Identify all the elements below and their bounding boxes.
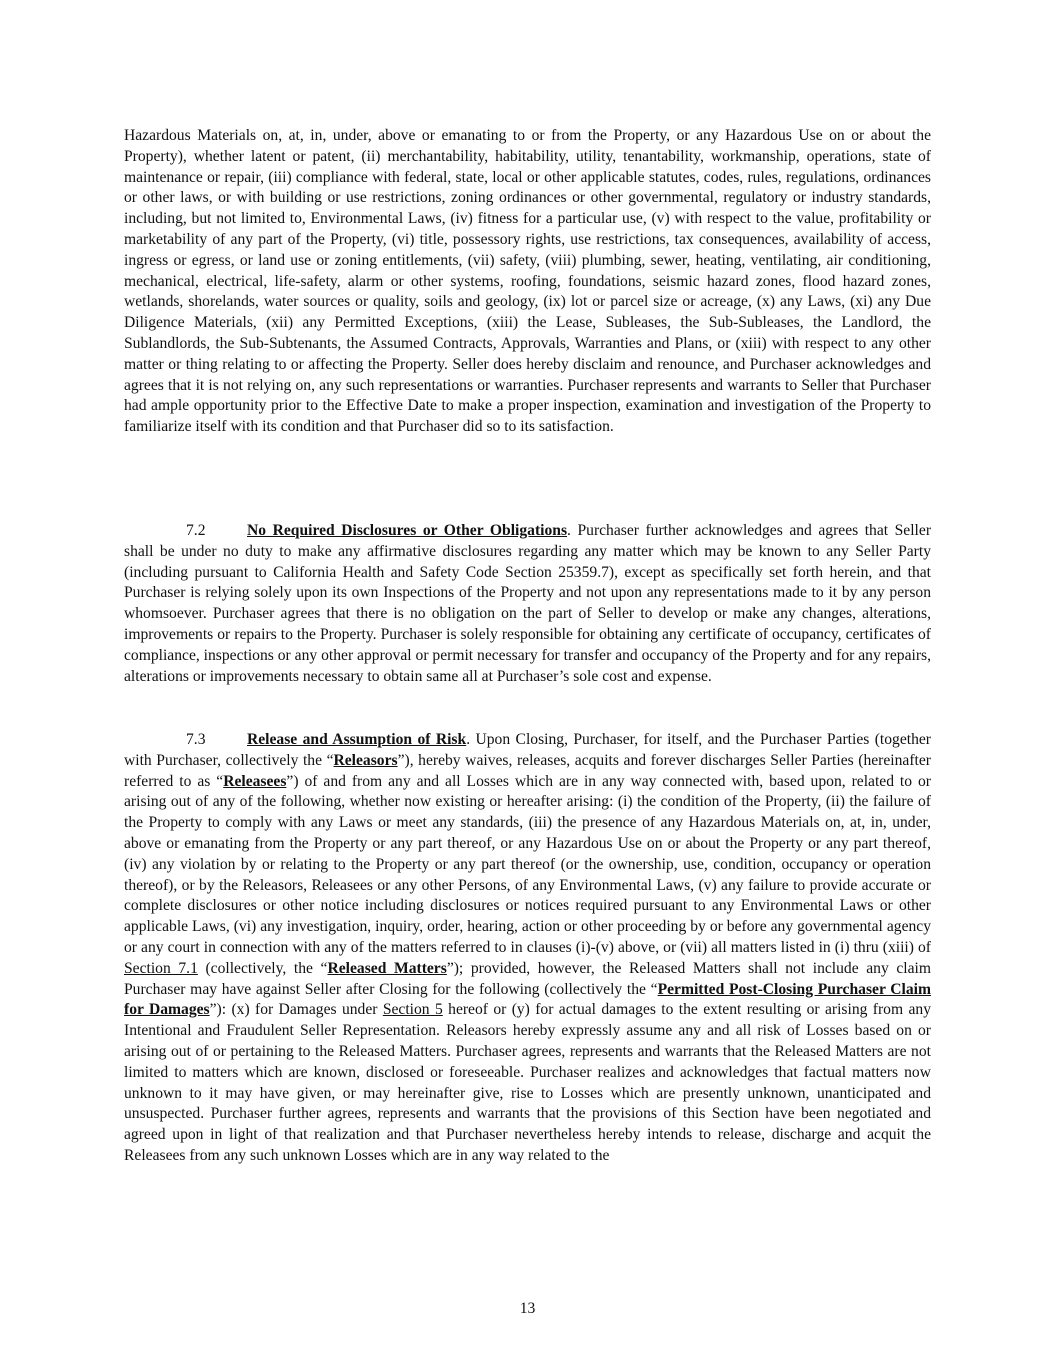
cross-reference-section-7-1: Section 7.1 (124, 959, 198, 977)
defined-term-released-matters: Released Matters (327, 959, 447, 977)
section-number: 7.2 (186, 522, 206, 539)
section-body-part: ”): (x) for Damages under (209, 1001, 383, 1019)
continued-paragraph (124, 126, 931, 438)
section-7-2 (124, 521, 931, 687)
section-body-part: ”); provided, however, the Released Matters shall not include any claim Purchaser may have against Seller after Closing for the following (collectively the “ (124, 959, 932, 998)
section-heading: Release and Assumption of Risk (247, 731, 467, 748)
section-heading: No Required Disclosures or Other Obligations (247, 522, 568, 539)
section-7-3-paragraph (124, 730, 931, 1167)
heading-period: . (567, 522, 571, 539)
section-body: Purchaser further acknowledges and agrees that Seller shall be under no duty to make any affirmative disclosures regarding any matter which may be known to any Seller Party (including pursuant to California Health and Safety Code Section 25359.7), except as specifically set forth herein, and that Purchaser is relying solely upon its own Inspections of the Property and not upon any representations made to it by any person whomsoever. Purchaser agrees that there is no obligation on the part of Seller to develop or make any changes, alterations, improvements or repairs to the Property. Purchaser is solely responsible for obtaining any certificate of occupancy, certificates of compliance, inspections or any other approval or permit necessary for transfer and occupancy of the Property and for any repairs, alterations or improvements necessary to obtain same all at Purchaser’s sole cost and expense. (124, 522, 932, 685)
section-body-part: hereof or (y) for actual damages to the extent resulting or arising from any Intentional and Fraudulent Seller Representation. Releasors hereby expressly assume any and all risk of Losses based on or arising out of or pertaining to the Released Matters. Purchaser agrees, represents and warrants that the Released Matters are not limited to matters which are known, disclosed or foreseeable. Purchaser realizes and acknowledges that factual matters now unknown to it may have given, or may hereinafter give, rise to Losses which are presently unknown, unanticipated and unsuspected. Purchaser further agrees, represents and warrants that the provisions of this Section have been negotiated and agreed upon in light of that realization and that Purchaser nevertheless hereby intends to release, discharge and acquit the Releasees from any such unknown Losses which are in any way related to the (124, 1001, 931, 1164)
section-number: 7.3 (186, 731, 206, 748)
section-body-part: (collectively, the “ (197, 959, 328, 977)
cross-reference-section-5: Section 5 (382, 1001, 443, 1019)
defined-term-releasors: Releasors (333, 751, 398, 769)
section-body-part: ”), hereby waives, releases, acquits and forever discharges Seller Parties (hereinafter referred to as “ (124, 751, 931, 790)
paragraph-text: Hazardous Materials on, at, in, under, above or emanating to or from the Property, or any Hazardous Use on or about the Property), whether latent or patent, (ii) merchantability, habitability, utility, tenantability, workmanship, operations, state of maintenance or repair, (iii) compliance with federal, state, local or other applicable statutes, codes, rules, regulations, ordinances or other laws, or with building or use restrictions, zoning ordinances or other governmental, regulatory or industry standards, including, but not limited to, Environmental Laws, (iv) fitness for a particular use, (v) with respect to the value, profitability or marketability of any part of the Property, (vi) title, possessory rights, use restrictions, tax consequences, availability of access, ingress or egress, or land use or zoning entitlements, (vii) safety, (viii) plumbing, sewer, heating, ventilating, air conditioning, mechanical, electrical, life-safety, alarm or other systems, roofing, foundations, seismic hazard zones, flood hazard zones, wetlands, shorelands, water sources or quality, soils and geology, (ix) lot or parcel size or acreage, (x) any Laws, (xi) any Due Diligence Materials, (xii) any Permitted Exceptions, (xiii) the Lease, Subleases, the Sub-Subleases, the Landlord, the Sublandlords, the Sub-Subtenants, the Assumed Contracts, Approvals, Warranties and Plans, or (xiii) with respect to any other matter or thing relating to or affecting the Property. Seller does hereby disclaim and renounce, and Purchaser acknowledges and agrees that it is not relying on, any such representations or warranties. Purchaser represents and warrants to Seller that Purchaser had ample opportunity prior to the Effective Date to make a proper inspection, examination and investigation of the Property to familiarize itself with its condition and that Purchaser did so to its satisfaction. (124, 127, 931, 436)
defined-term-permitted-claim: Permitted Post-Closing Purchaser Claim for Damages (124, 980, 931, 1019)
section-7-2-paragraph (124, 521, 931, 687)
section-body-part: . Upon Closing, Purchaser, for itself, and the Purchaser Parties (together with Purchaser, collectively the “ (124, 731, 931, 769)
defined-term-releasees: Releasees (223, 772, 287, 790)
section-7-3 (124, 730, 931, 1167)
page-number: 13 (519, 1300, 536, 1317)
section-body-part: ”) of and from any and all Losses which are in any way connected with, based upon, related to or arising out of any of the following, whether now existing or hereafter arising: (i) the condition of the Property, (ii) the failure of the Property to comply with any Laws or meet any standards, (iii) the presence of any Hazardous Materials on, at, in, under, above or emanating from the Property or any part thereof, or any Hazardous Use on or about the Property or any part thereof, (iv) any violation by or relating to the Property or any part thereof (or the ownership, use, condition, occupancy or operation thereof), or by the Releasors, Releasees or any other Persons, of any Environmental Laws, (v) any failure to provide accurate or complete disclosures or other notice including disclosures or notices required pursuant to any Environmental Laws or other applicable Laws, (vi) any investigation, inquiry, order, hearing, action or other proceeding by or before any governmental agency or any court in connection with any of the matters referred to in clauses (i)-(v) above, or (vii) all matters listed in (i) thru (xiii) of (124, 772, 931, 956)
